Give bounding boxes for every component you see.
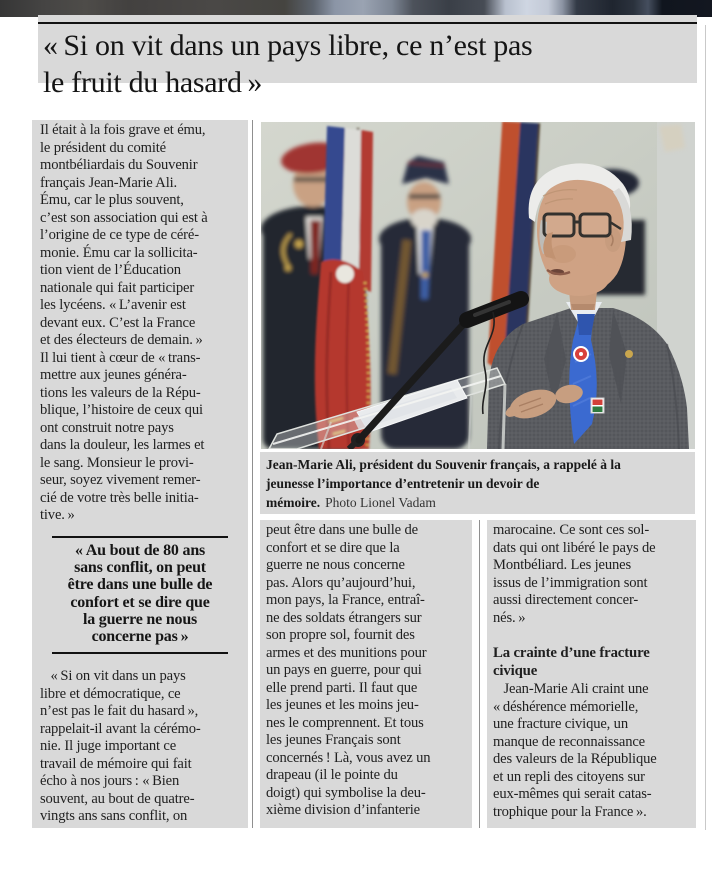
pullquote-rule-top	[52, 536, 228, 538]
caption-line-3	[266, 493, 692, 512]
left-column-paragraph-2: « Si on vit dans un pays libre et démocratique, ce n’est pas le fait du hasard », rappelait-il avant la cérémo- nie. Il juge important ce travail de mémoire qui fait écho à nos jours : « Bien souvent, au bout de quatre- vingts ans sans conflit, on	[40, 668, 201, 824]
caption-line-2: jeunesse l’importance d’entretenir un devoir de	[266, 476, 540, 491]
article-headline	[43, 27, 532, 101]
page-edge-line	[705, 25, 706, 830]
pullquote-rule-bottom	[52, 652, 228, 654]
column-separator-2	[479, 520, 480, 828]
column-separator-1	[252, 120, 253, 828]
caption-line-3-bold: mémoire.	[266, 495, 321, 510]
article-photo	[261, 122, 695, 449]
middle-column-paragraph: peut être dans une bulle de confort et se dire que la guerre ne nous concerne pas. Alors qu’aujourd’hui, mon pays, la France, entraî- ne des soldats étrangers sur son propre sol, fournit des armes et des munitions pour un pays en guerre, pour qui elle prend parti. Il faut que les jeunes et les moins jeu- nes le comprennent. Et tous les jeunes Français sont concernés ! Là, vous avez un drapeau (il le pointe du doigt) qui symbolise la deu- xième division d’infanterie	[266, 522, 431, 818]
headline-line-1: « Si on vit dans un pays libre, ce n’est pas	[43, 29, 533, 62]
section-subhead: La crainte d’une fracture civique	[493, 645, 650, 679]
headline-rule	[38, 22, 697, 24]
right-column-paragraph-2: Jean-Marie Ali craint une « déshérence mémorielle, une fracture civique, un manque de reconnaissance des valeurs de la République et un repli des citoyens sur eux-mêmes qui serait catas- trophique pour la France ».	[493, 681, 657, 820]
photo-credit: Photo Lionel Vadam	[325, 495, 436, 510]
right-column-paragraph-1: marocaine. Ce sont ces sol- dats qui ont libéré le pays de Montbéliard. Les jeunes issus de l’immigration sont aussi directement concer- nés. »	[493, 522, 656, 626]
caption-line-1: Jean-Marie Ali, président du Souvenir français, a rappelé à la	[266, 457, 621, 472]
headline-line-2: le fruit du hasard »	[43, 66, 263, 99]
pullquote: « Au bout de 80 ans sans conflit, on peut être dans une bulle de confort et se dire que la guerre ne nous concerne pas »	[67, 542, 213, 646]
left-column-paragraph-1: Il était à la fois grave et ému, le président du comité montbéliardais du Souvenir français Jean-Marie Ali. Ému, car le plus souvent, c’est son association qui est à l’origine de ce type de céré- monie. Ému car la sollicita- tion vient de l’Éducation nationale qui fait participer les lycéens. « L’avenir est devant eux. C’est la France et des électeurs de demain. » Il lui tient à cœur de « trans- mettre aux jeunes généra- tions les valeurs de la Répu- blique, l’histoire de ceux qui ont construit notre pays dans la douleur, les larmes et le sang. Monsieur le provi- seur, soyez vivement remer- cié de votre très belle initia- tive. »	[40, 122, 208, 523]
photo-caption	[266, 455, 692, 512]
